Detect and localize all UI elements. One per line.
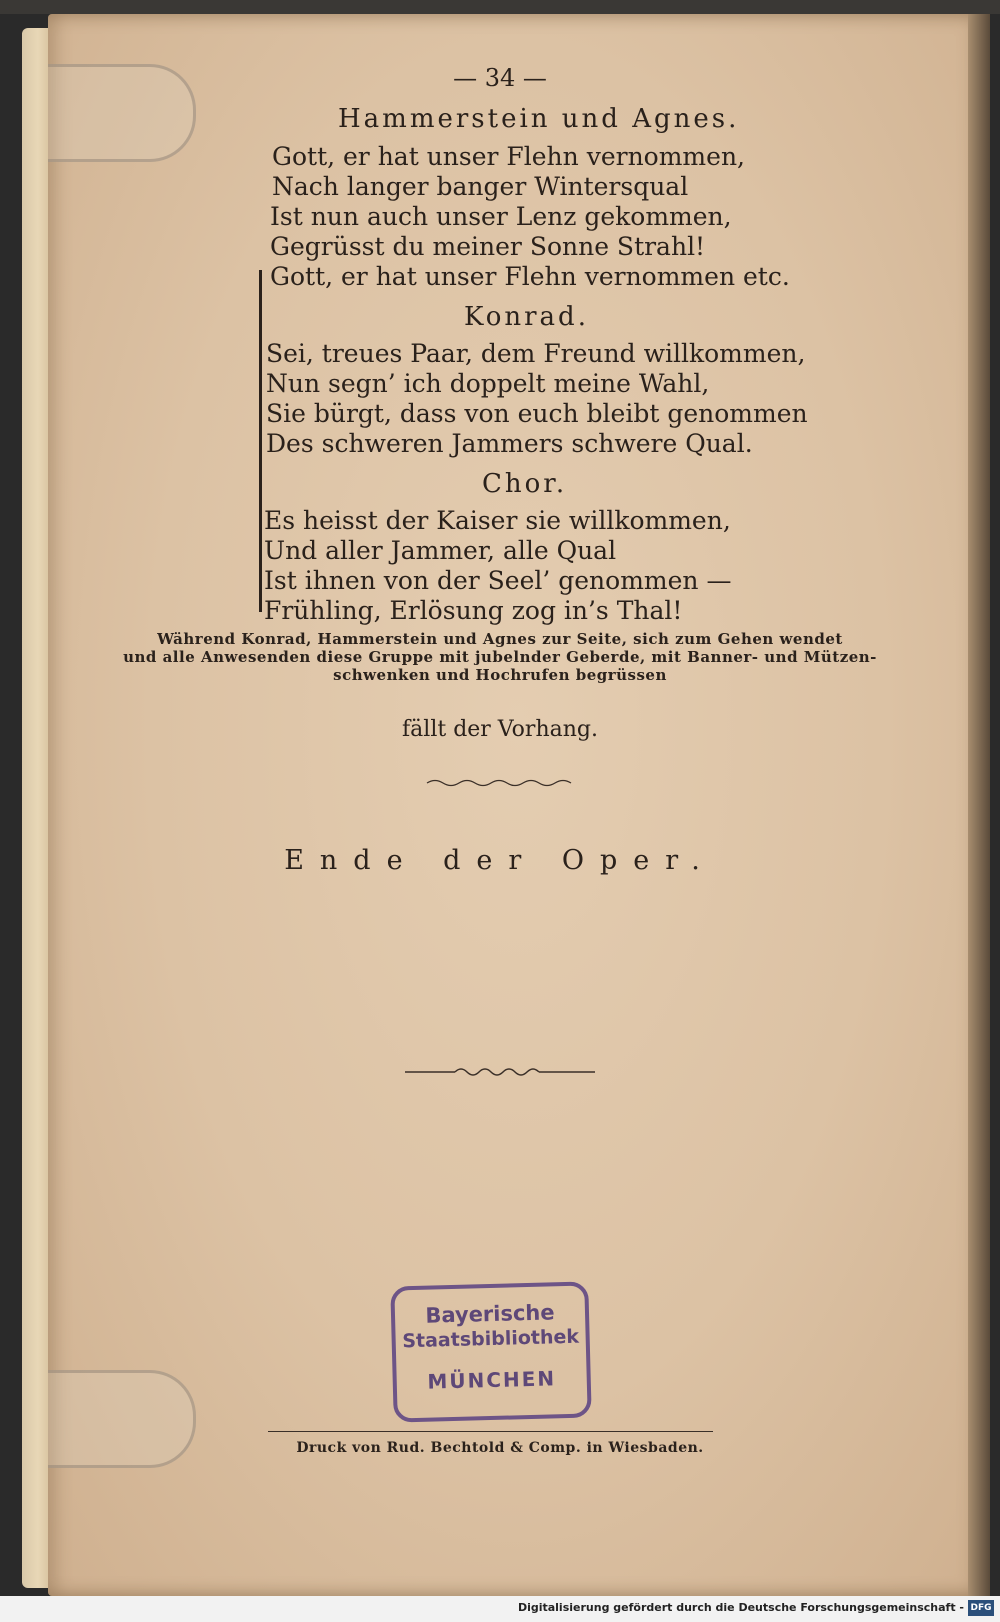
printer-rule — [268, 1431, 713, 1432]
verse-line: Sie bürgt, dass von euch bleibt genommen — [266, 399, 808, 428]
wavy-ornament — [425, 776, 575, 790]
verse-line: Nun segn’ ich doppelt meine Wahl, — [266, 369, 710, 398]
brace-bracket — [259, 270, 262, 612]
flourish-ornament — [405, 1064, 595, 1080]
page-right-edge — [968, 14, 990, 1596]
speaker-konrad: Konrad. — [464, 302, 589, 332]
speaker-chor: Chor. — [482, 469, 568, 499]
stamp-line: Bayerische — [425, 1300, 555, 1328]
verse-line: Und aller Jammer, alle Qual — [264, 536, 617, 565]
curtain-falls: fällt der Vorhang. — [402, 717, 598, 742]
stage-direction-line: schwenken und Hochrufen begrüssen — [333, 666, 667, 684]
verse-line: Gott, er hat unser Flehn vernommen etc. — [270, 262, 790, 291]
verse-line: Sei, treues Paar, dem Freund willkommen, — [266, 339, 806, 368]
stamp-line: Staatsbibliothek — [402, 1325, 580, 1353]
verse-line: Nach langer banger Wintersqual — [272, 172, 689, 201]
printer-imprint: Druck von Rud. Bechtold & Comp. in Wiesbaden. — [296, 1440, 704, 1456]
verse-line: Ist nun auch unser Lenz gekommen, — [270, 202, 732, 231]
end-of-opera: Ende der Oper. — [284, 845, 716, 876]
speaker-hammerstein-agnes: Hammerstein und Agnes. — [338, 104, 740, 134]
digitization-credit: Digitalisierung gefördert durch die Deutsche Forschungsgemeinschaft - — [517, 1601, 964, 1614]
library-stamp — [390, 1281, 591, 1422]
verse-line: Frühling, Erlösung zog in’s Thal! — [264, 596, 683, 625]
page-number: — 34 — — [453, 64, 547, 92]
scan-top-border — [0, 0, 1000, 14]
stage-direction-line: Während Konrad, Hammerstein und Agnes zur Seite, sich zum Gehen wendet — [157, 630, 843, 648]
verse-line: Es heisst der Kaiser sie willkommen, — [264, 506, 731, 535]
stamp-line: MÜNCHEN — [427, 1366, 557, 1394]
verse-line: Des schweren Jammers schwere Qual. — [266, 429, 753, 458]
verse-line: Gott, er hat unser Flehn vernommen, — [272, 142, 745, 171]
verse-line: Ist ihnen von der Seel’ genommen — — [264, 566, 732, 595]
verse-line: Gegrüsst du meiner Sonne Strahl! — [270, 232, 706, 261]
dfg-logo: DFG — [968, 1600, 994, 1616]
stage-direction-line: und alle Anwesenden diese Gruppe mit jubelnder Geberde, mit Banner- und Mützen- — [123, 648, 877, 666]
